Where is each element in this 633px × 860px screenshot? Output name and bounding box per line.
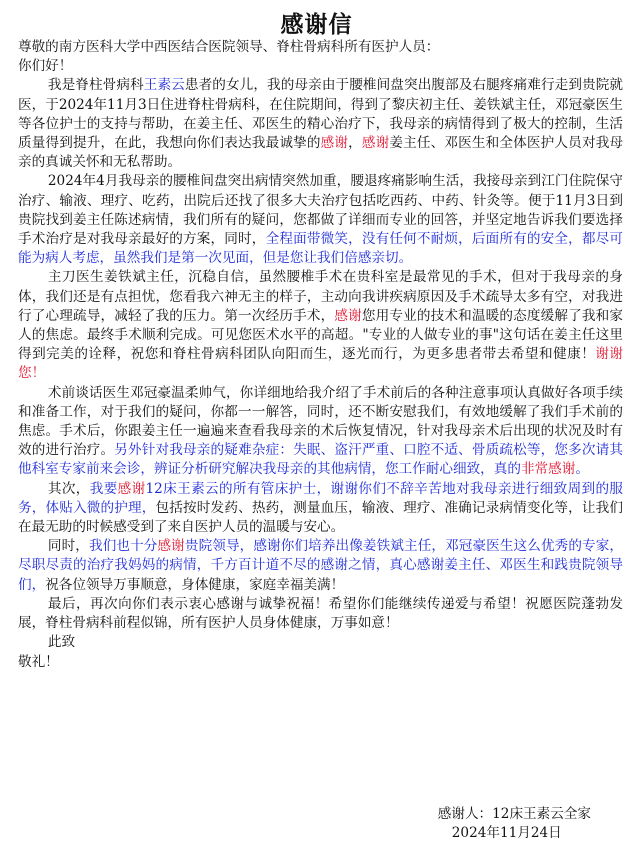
p5-text-a: 其次，	[47, 480, 90, 497]
p5-thanks: 感谢	[117, 480, 146, 497]
p1-text-a: 我是脊柱骨病科	[47, 77, 144, 94]
letter-title: 感谢信	[280, 12, 353, 38]
closing-2: 敬礼！	[18, 653, 59, 670]
p5-highlight-1: 我要	[89, 480, 118, 497]
p1-thanks-2: 感谢	[361, 135, 390, 152]
closing-1: 此致	[47, 634, 76, 651]
p6-thanks: 感谢	[157, 538, 185, 555]
p3-thanks: 感谢	[334, 307, 362, 324]
p3-text-b: 您用专业的技术和温暖的态度缓解了我和家人的焦虑。最终手术顺利完成。可见您医术水平的高超。"专业的人做专业的事"这句话在姜主任这里得到完美的诠释，祝您和脊柱骨病科团队向阳而生，逐光而行，为更多患者带去希望和健康！	[18, 307, 624, 363]
p4-highlight: 另外针对我母亲的疑难杂症：失眠、盗汗严重、口腔不适、骨质疏松等，您多次请其他科室专家前来会诊，辨证分析研究解决我母亲的其他病情，您工作耐心细致，真的	[18, 442, 624, 478]
paragraph-7: 最后，再次向你们表示衷心感谢与诚挚祝福！希望你们能继续传递爱与希望！祝愿医院蓬勃发展，脊柱骨病科前程似锦，所有医护人员身体健康，万事如意！	[18, 595, 623, 632]
p4-thanks: 非常感谢	[520, 461, 576, 478]
paragraph-1	[18, 76, 623, 172]
p2-text-a: 2024年4月我母亲的腰椎间盘突出病情突然加重，腰退疼痛影响生活，我接母亲到江门住院保守治疗、输液、理疗、吃药，出院后还找了很多大夫治疗包括吃西药、中药、针灸等。便于11月3日到贵院找到姜主任陈述病情，我们所有的疑问，您都做了详细而专业的回答，并坚定地告诉我们要选择手术治疗是对我母亲最好的方案，同时，	[18, 173, 623, 248]
salutation: 尊敬的南方医科大学中西医结合医院领导、脊柱骨病科所有医护人员：	[18, 39, 440, 55]
paragraph-5	[18, 480, 623, 538]
p5-text-b: 包括按时发药、热药，测量血压，输液、理疗、准确记录病情变化等，让我们在最无助的时候感受到了来自医护人员的温暖与安心。	[18, 499, 624, 536]
p6-highlight-2: 贵院领导，感谢你们培养出像姜铁斌主任，邓冠豪医生这么优秀的专家，尽职尽责的治疗我妈妈的病情，千方百计道不尽的感谢之情，真心感谢姜主任、邓医生和践贵院领导们，	[18, 538, 624, 593]
p1-text-b: 患者的女儿，我的母亲由于腰椎间盘突出腹部及右腿疼痛难行走到贵院就医，于2024年11月3日住进脊柱骨病科，在住院期间，得到了黎庆初主任、姜铁斌主任，邓冠豪医生等各位护士的支持与帮助，在姜主任、邓医生的精心治疗下，我母亲的病情得到了极大的控制，生活质量得到提升，在此，我想向你们表达我最诚挚的	[18, 77, 624, 152]
p6-highlight-1: 我们也十分	[89, 538, 158, 555]
signature-line: 感谢人：12床王素云全家	[437, 806, 591, 822]
p1-thanks-1: 感谢	[320, 135, 349, 152]
p4-end: 。	[575, 461, 589, 478]
signature-date: 2024年11月24日	[451, 825, 562, 841]
paragraph-2	[18, 172, 623, 268]
p2-highlight: 全程面带微笑，没有任何不耐烦，后面所有的安全，都尽可能为病人考虑，虽然我们是第一次见面，但是您让我们倍感亲切。	[18, 231, 624, 267]
greeting: 你们好！	[18, 58, 73, 75]
signature-block	[438, 805, 591, 843]
paragraph-6	[18, 537, 623, 595]
paragraph-4	[18, 384, 623, 480]
p3-closing: 谢谢您！	[18, 346, 624, 382]
p5-highlight-2: 12床王素云的所有管床护士，谢谢你们不辞辛苦地对我母亲进行细致周到的服务，体贴入微的护理，	[18, 480, 624, 516]
p6-text-a: 同时，	[47, 538, 89, 555]
p6-text-b: 祝各位领导万事顺意，身体健康，家庭幸福美满！	[45, 576, 345, 593]
paragraph-3	[18, 268, 623, 383]
p1-text-c: 姜主任、邓医生和全体医护人员对我母亲的真诚关怀和无私帮助。	[18, 135, 624, 171]
patient-name: 王素云	[143, 77, 185, 94]
p4-text-a: 术前谈话医生邓冠豪温柔帅气，你详细地给我介绍了手术前后的各种注意事项认真做好各项手续和准备工作，对于我们的疑问，你都一一解答，同时，还不断安慰我们，有效地缓解了我们手术前的焦虑。手术后，你跟姜主任一遍遍来查看我母亲的术后恢复情况，针对我母亲术后出现的状况及时有效的进行治疗。	[18, 384, 623, 459]
p1-sep: ，	[348, 135, 362, 152]
p3-text-a: 主刀医生姜铁斌主任，沉稳自信，虽然腰椎手术在贵科室是最常见的手术，但对于我母亲的身体，我们还是有点担忧，您看我六神无主的样子，主动向我讲疾病原因及手术疏导太多有空，对我进行了心理疏导，减轻了我的压力。第一次经历手术，	[18, 269, 623, 324]
letter-body	[18, 38, 623, 672]
